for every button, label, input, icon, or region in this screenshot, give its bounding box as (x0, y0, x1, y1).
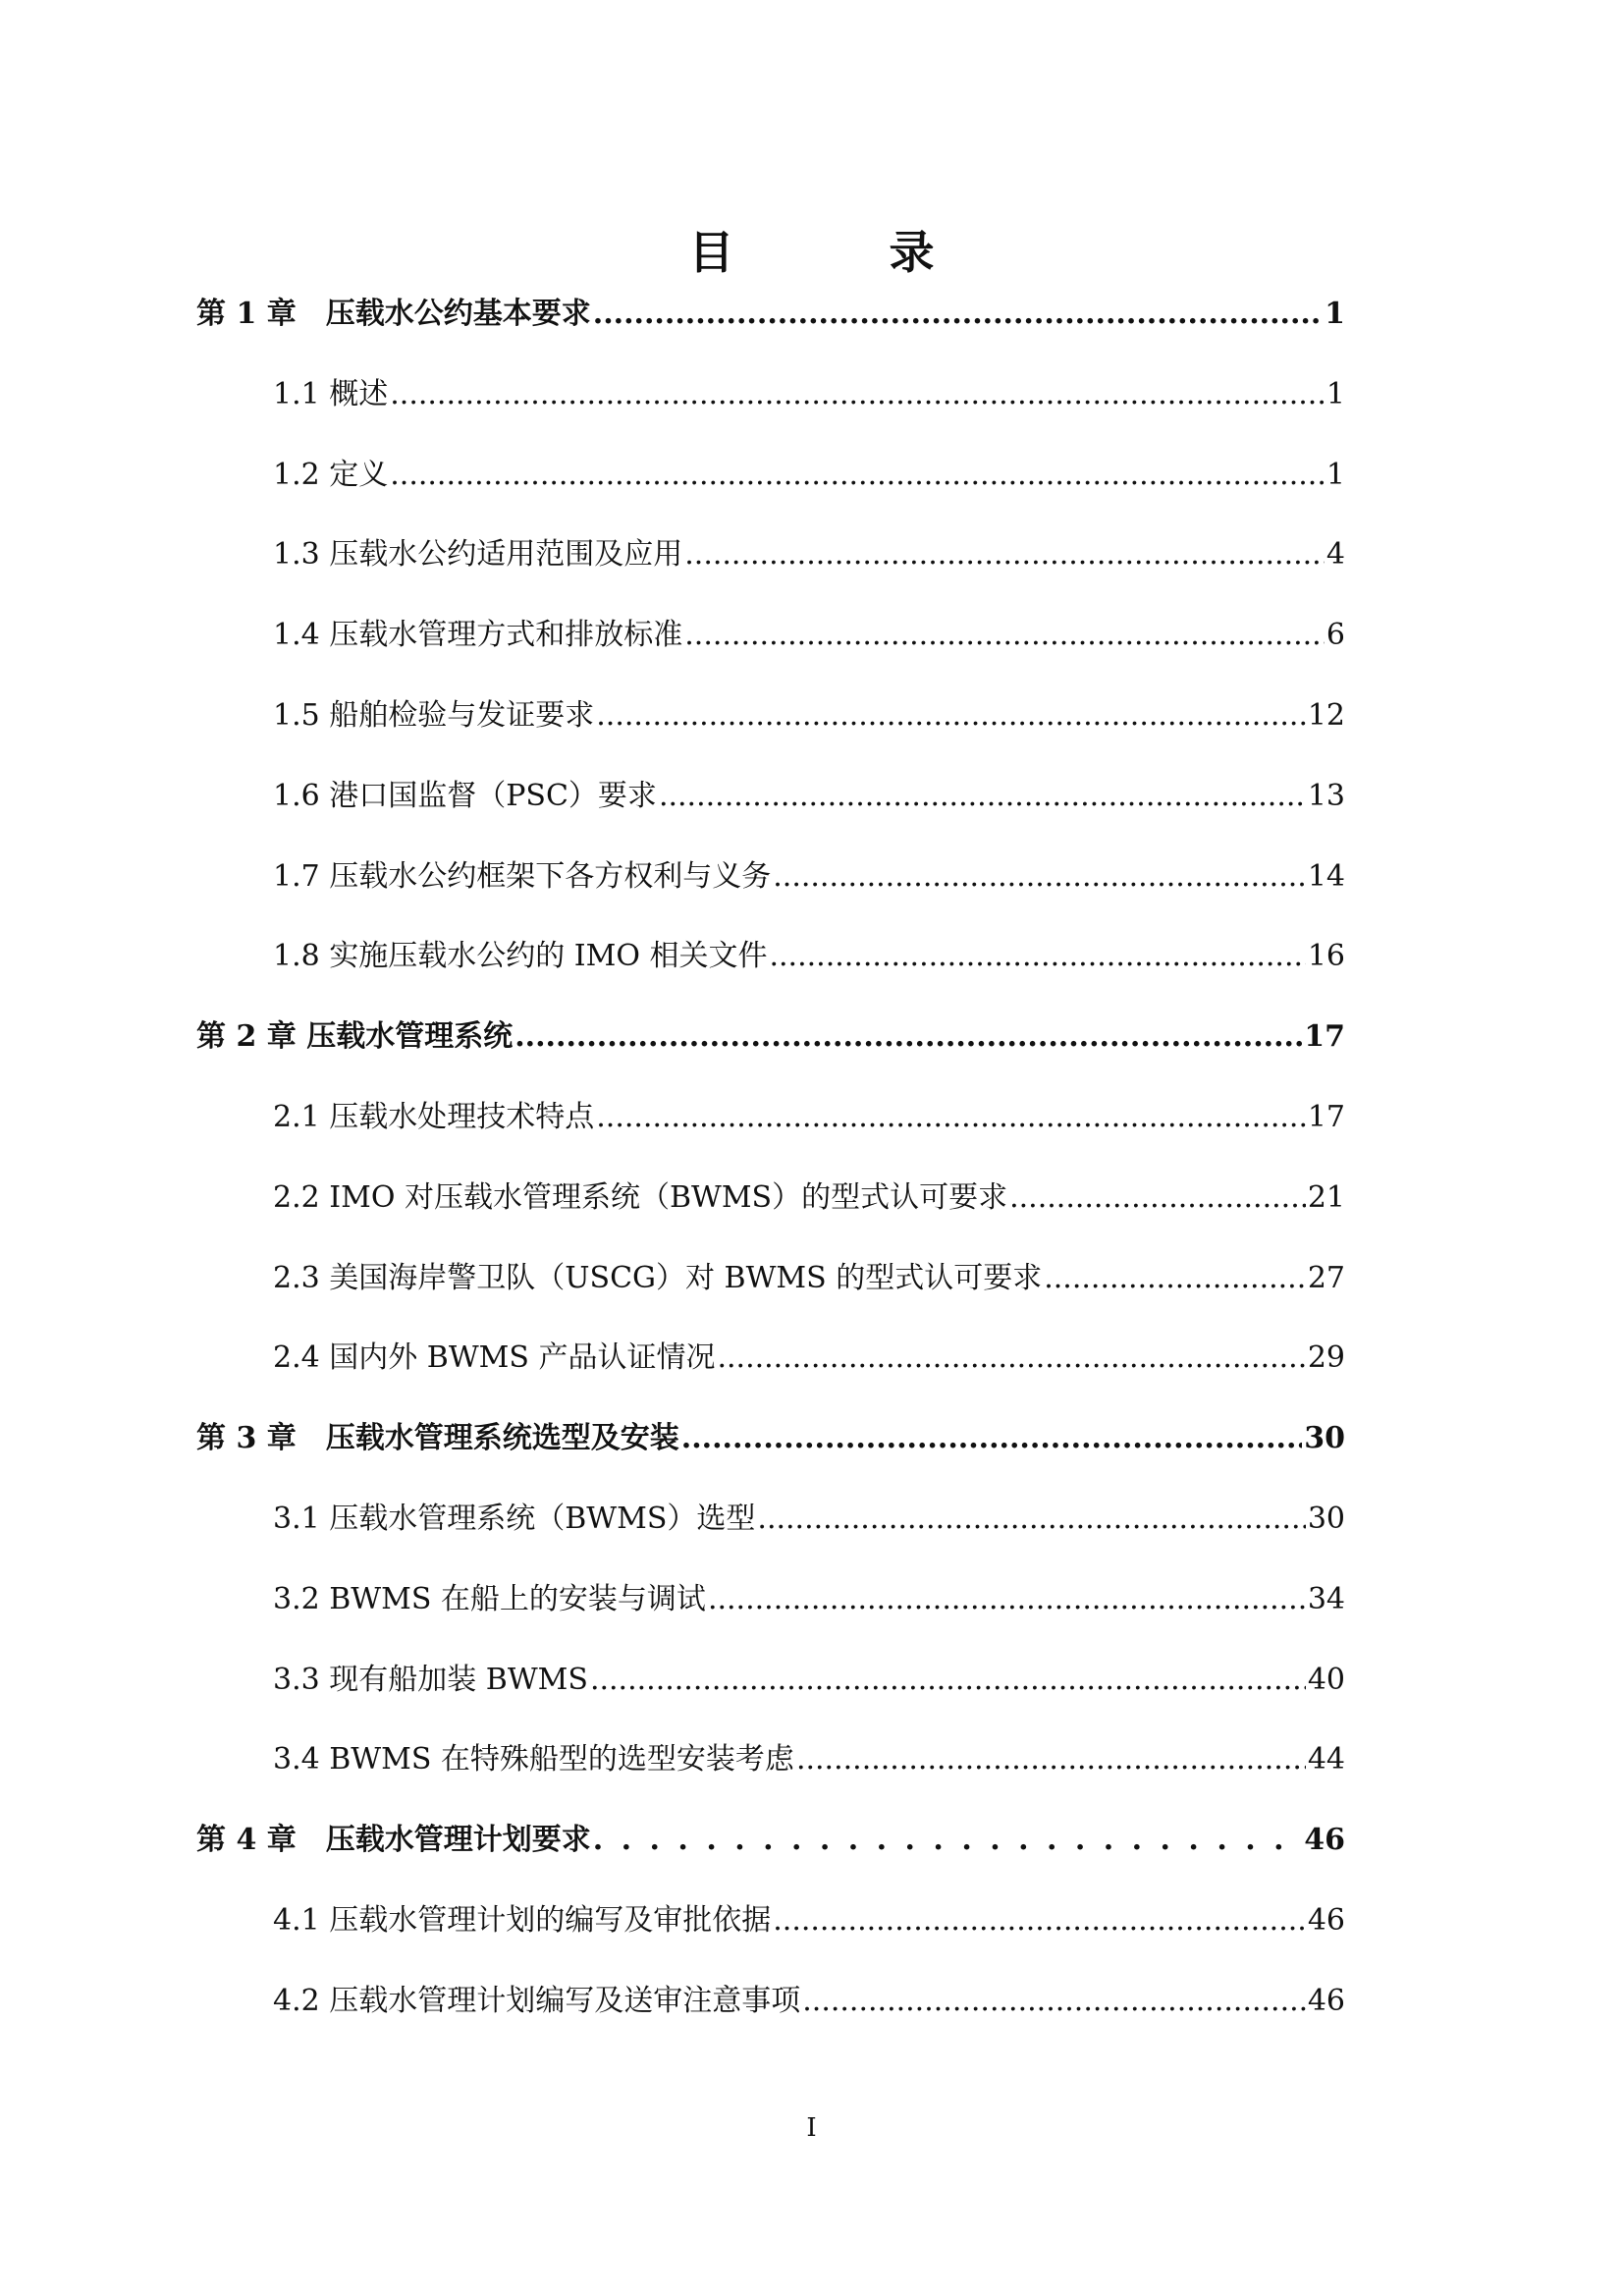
toc-section-entry[interactable] (273, 855, 1345, 899)
toc-entry-title: 4.1 压载水管理计划的编写及审批依据 (273, 1903, 772, 1938)
toc-chapter-entry[interactable] (196, 293, 1345, 336)
toc-section-entry[interactable] (273, 1578, 1345, 1621)
toc-entry-page-number: 17 (1307, 1100, 1345, 1134)
toc-entry-title: 1.6 港口国监督（PSC）要求 (273, 779, 657, 813)
toc-section-entry[interactable] (273, 1176, 1345, 1220)
toc-dot-leader (773, 855, 1306, 899)
toc-section-entry[interactable] (273, 1980, 1345, 2023)
toc-dot-leader (593, 1819, 1288, 1862)
toc-entry-title: 2.3 美国海岸警卫队（USCG）对 BWMS 的型式认可要求 (273, 1261, 1043, 1295)
toc-chapter-entry[interactable] (196, 1417, 1345, 1460)
toc-entry-title: 1.5 船舶检验与发证要求 (273, 698, 595, 733)
toc-dot-leader (390, 454, 1325, 497)
toc-section-entry[interactable] (273, 373, 1345, 416)
toc-entry-page-number: 27 (1307, 1261, 1345, 1295)
toc-entry-page-number: 29 (1307, 1340, 1345, 1375)
toc-entry-title: 1.7 压载水公约框架下各方权利与义务 (273, 859, 772, 894)
toc-section-entry[interactable] (273, 454, 1345, 497)
toc-section-entry[interactable] (273, 1659, 1345, 1702)
toc-dot-leader (769, 935, 1305, 978)
toc-section-entry[interactable] (273, 614, 1345, 657)
toc-entry-page-number: 6 (1325, 618, 1345, 652)
toc-entry-title: 3.3 现有船加装 BWMS (273, 1663, 588, 1697)
toc-entry-title: 1.2 定义 (273, 458, 389, 492)
toc-entry-page-number: 21 (1307, 1180, 1345, 1215)
toc-dot-leader (659, 775, 1306, 818)
toc-section-entry[interactable] (273, 1337, 1345, 1380)
toc-chapter-entry[interactable] (196, 1015, 1345, 1059)
toc-dot-leader (596, 1096, 1306, 1139)
toc-section-entry[interactable] (273, 1738, 1345, 1781)
toc-entry-page-number: 1 (1325, 377, 1345, 411)
toc-entry-title: 2.1 压载水处理技术特点 (273, 1100, 595, 1134)
toc-entry-title: 3.4 BWMS 在特殊船型的选型安装考虑 (273, 1742, 794, 1777)
toc-dot-leader (684, 533, 1325, 576)
toc-entry-page-number: 40 (1307, 1663, 1345, 1697)
toc-dot-leader (717, 1337, 1305, 1380)
toc-entry-page-number: 44 (1307, 1742, 1345, 1777)
toc-dot-leader (514, 1015, 1302, 1059)
page-number: I (806, 2113, 817, 2143)
toc-dot-leader (684, 614, 1325, 657)
toc-entry-title: 第 3 章 压载水管理系统选型及安装 (196, 1421, 679, 1455)
toc-entry-page-number: 46 (1307, 1903, 1345, 1938)
toc-entry-title: 2.4 国内外 BWMS 产品认证情况 (273, 1340, 716, 1375)
toc-entry-page-number: 1 (1325, 297, 1345, 331)
toc-section-entry[interactable] (273, 533, 1345, 576)
toc-entry-title: 3.2 BWMS 在船上的安装与调试 (273, 1582, 706, 1616)
toc-entry-title: 3.1 压载水管理系统（BWMS）选型 (273, 1502, 756, 1536)
toc-entry-title: 4.2 压载水管理计划编写及送审注意事项 (273, 1984, 801, 2018)
toc-entry-title: 1.1 概述 (273, 377, 389, 411)
toc-entry-page-number: 4 (1325, 537, 1345, 572)
toc-dot-leader (796, 1738, 1306, 1781)
toc-entry-page-number: 14 (1307, 859, 1345, 894)
toc-entry-title: 第 4 章 压载水管理计划要求 (196, 1823, 591, 1857)
toc-entry-page-number: 12 (1307, 698, 1345, 733)
toc-section-entry[interactable] (273, 775, 1345, 818)
toc-entry-title: 1.8 实施压载水公约的 IMO 相关文件 (273, 939, 768, 973)
toc-entry-page-number: 46 (1304, 1823, 1345, 1857)
toc-entry-page-number: 46 (1307, 1984, 1345, 2018)
toc-dot-leader (593, 293, 1323, 336)
toc-section-entry[interactable] (273, 1498, 1345, 1541)
toc-dot-leader (1009, 1176, 1306, 1220)
toc-entry-page-number: 1 (1325, 458, 1345, 492)
toc-dot-leader (708, 1578, 1306, 1621)
toc-entry-title: 第 1 章 压载水公约基本要求 (196, 297, 591, 331)
toc-section-entry[interactable] (273, 1899, 1345, 1942)
toc-entry-page-number: 13 (1307, 779, 1345, 813)
toc-section-entry[interactable] (273, 1096, 1345, 1139)
toc-dot-leader (390, 373, 1325, 416)
toc-dot-leader (590, 1659, 1306, 1702)
toc-entry-title: 2.2 IMO 对压载水管理系统（BWMS）的型式认可要求 (273, 1180, 1008, 1215)
toc-dot-leader (681, 1417, 1302, 1460)
toc-entry-page-number: 17 (1304, 1019, 1345, 1054)
toc-entry-page-number: 16 (1307, 939, 1345, 973)
toc-entry-page-number: 30 (1304, 1421, 1345, 1455)
toc-section-entry[interactable] (273, 935, 1345, 978)
toc-entry-title: 第 2 章 压载水管理系统 (196, 1019, 514, 1054)
toc-entry-title: 1.3 压载水公约适用范围及应用 (273, 537, 683, 572)
toc-entry-page-number: 30 (1307, 1502, 1345, 1536)
toc-dot-leader (773, 1899, 1306, 1942)
toc-dot-leader (757, 1498, 1305, 1541)
toc-dot-leader (1044, 1257, 1306, 1300)
page-title: 目 录 (688, 225, 990, 279)
toc-section-entry[interactable] (273, 694, 1345, 738)
toc-dot-leader (802, 1980, 1306, 2023)
toc-entry-title: 1.4 压载水管理方式和排放标准 (273, 618, 683, 652)
toc-section-entry[interactable] (273, 1257, 1345, 1300)
toc-entry-page-number: 34 (1307, 1582, 1345, 1616)
toc-dot-leader (596, 694, 1306, 738)
toc-chapter-entry[interactable] (196, 1819, 1345, 1862)
